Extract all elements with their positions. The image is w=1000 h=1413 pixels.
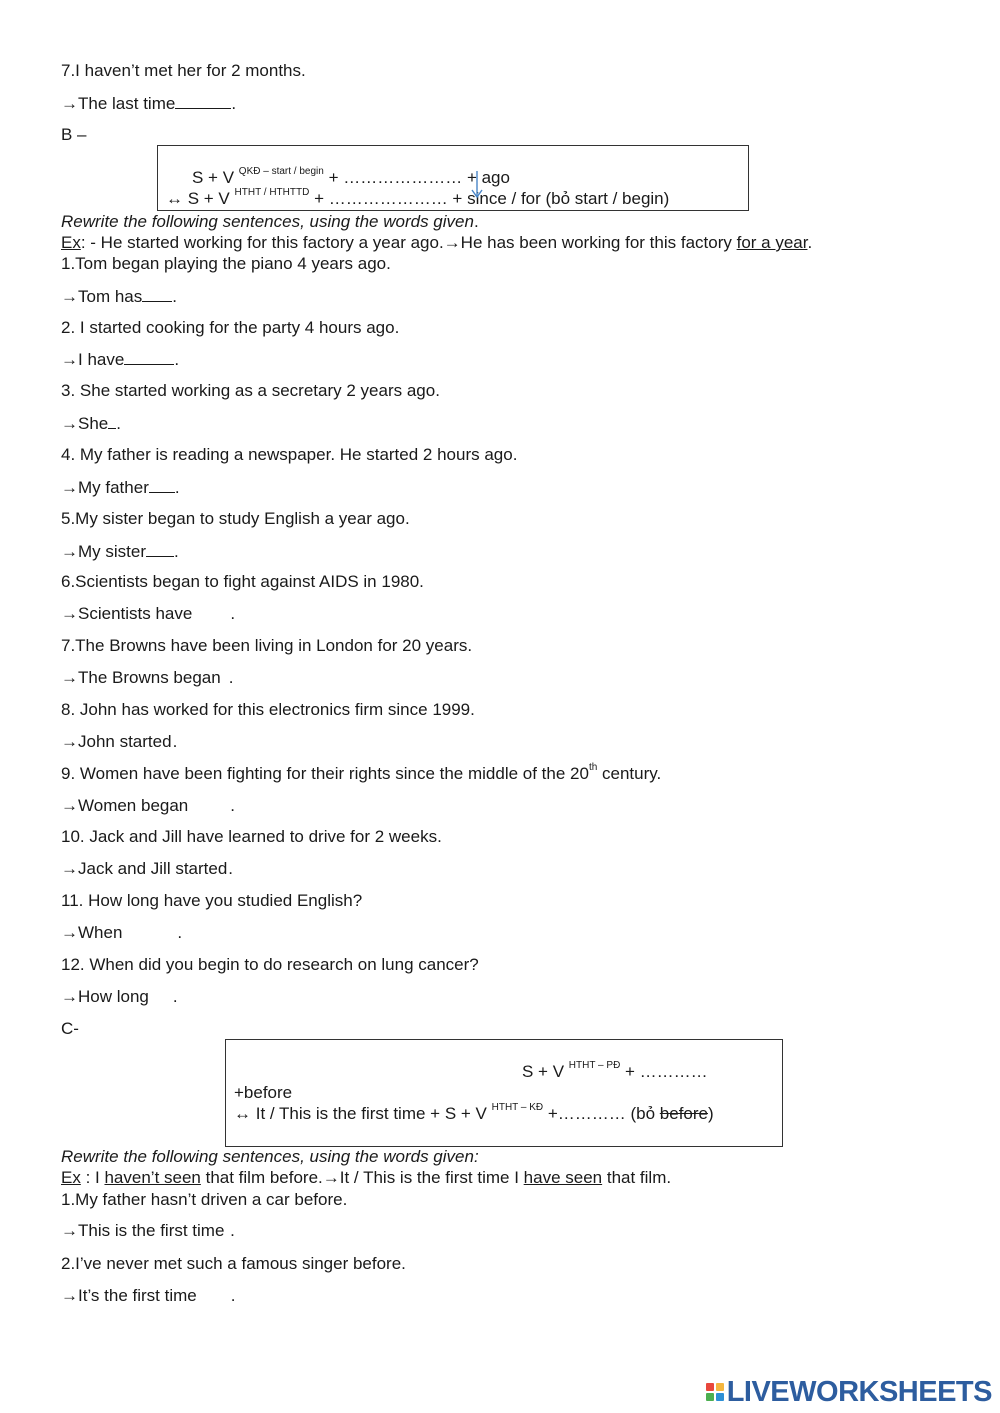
- down-arrow-icon: [471, 170, 483, 200]
- arrow-icon: →: [61, 414, 78, 433]
- section-b-formula-box: [157, 145, 749, 211]
- answer-b1: →Tom has .: [61, 287, 177, 306]
- question-a7: 7.I haven’t met her for 2 months.: [61, 61, 306, 80]
- formula-c-line3: ↔ It / This is the first time + S + V $^{HTHT - KĐ}$ +………… (bỏ before): [234, 1102, 714, 1123]
- answer-b8: →John started.: [61, 732, 178, 751]
- arrow-icon: →: [61, 604, 78, 623]
- arrow-icon: →: [61, 987, 78, 1006]
- section-b-example: Ex: - He started working for this factory a year ago.→He has been working for this factory for a year.: [61, 233, 813, 252]
- arrow-icon: →: [61, 923, 78, 942]
- section-b-label: B –: [61, 125, 87, 144]
- answer-c1: →This is the first time .: [61, 1221, 235, 1240]
- answer-b6: →Scientists have .: [61, 604, 236, 623]
- answer-b5-input[interactable]: [146, 541, 174, 557]
- arrow-icon: →: [61, 1221, 78, 1240]
- answer-b2-input[interactable]: [124, 349, 174, 365]
- answer-b3: →She .: [61, 414, 121, 433]
- question-b11: 11. How long have you studied English?: [61, 891, 363, 910]
- section-c-label: C-: [61, 1019, 79, 1038]
- question-b6: 6.Scientists began to fight against AIDS in 1980.: [61, 572, 424, 591]
- answer-b10: →Jack and Jill started.: [61, 859, 234, 878]
- question-b4: 4. My father is reading a newspaper. He started 2 hours ago.: [61, 445, 518, 464]
- answer-c2: →It’s the first time .: [61, 1286, 236, 1305]
- logo-mark-icon: [706, 1383, 724, 1401]
- question-b9: 9. Women have been fighting for their rights since the middle of the 20th century.: [61, 762, 662, 783]
- logo-text: LIVEWORKSHEETS: [726, 1375, 992, 1408]
- answer-b11: →When .: [61, 923, 183, 942]
- section-b-instruction: Rewrite the following sentences, using the words given.: [61, 212, 479, 231]
- logo-square-2: [716, 1383, 724, 1391]
- formula-c-line2: +before: [234, 1083, 293, 1102]
- section-c-formula-box: [225, 1039, 783, 1147]
- answer-b5: →My sister .: [61, 542, 179, 561]
- question-c2: 2.I’ve never met such a famous singer before.: [61, 1254, 406, 1273]
- question-c1: 1.My father hasn’t driven a car before.: [61, 1190, 348, 1209]
- question-b7: 7.The Browns have been living in London for 20 years.: [61, 636, 473, 655]
- arrow-icon: →: [61, 668, 78, 687]
- answer-b4: →My father .: [61, 478, 180, 497]
- arrow-icon: →: [61, 542, 78, 561]
- arrow-icon: →: [443, 233, 461, 252]
- question-b8: 8. John has worked for this electronics firm since 1999.: [61, 700, 475, 719]
- section-c-example: Ex : I haven’t seen that film before.→It / This is the first time I have seen that film.: [61, 1168, 672, 1187]
- answer-b4-input[interactable]: [149, 477, 175, 493]
- question-b10: 10. Jack and Jill have learned to drive for 2 weeks.: [61, 827, 442, 846]
- formula-c-line1: S + V $^{HTHT - PĐ}$ + …………: [522, 1060, 708, 1081]
- answer-a7: →The last time .: [61, 94, 237, 113]
- arrow-icon: →: [322, 1168, 340, 1187]
- arrow-icon: →: [61, 732, 78, 751]
- question-b3: 3. She started working as a secretary 2 years ago.: [61, 381, 440, 400]
- arrow-icon: →: [61, 796, 78, 815]
- arrow-icon: →: [61, 478, 78, 497]
- answer-b2: →I have .: [61, 350, 180, 369]
- arrow-icon: →: [61, 859, 78, 878]
- question-b5: 5.My sister began to study English a year ago.: [61, 509, 410, 528]
- arrow-icon: →: [61, 94, 78, 113]
- formula-b-line2: ↔ S + V $^{HTHT / HTHTTD}$ + ………………… + since / for (bỏ start / begin): [166, 187, 670, 208]
- arrow-icon: →: [61, 350, 78, 369]
- section-c-instruction: Rewrite the following sentences, using the words given:: [61, 1147, 479, 1166]
- question-b12: 12. When did you begin to do research on lung cancer?: [61, 955, 479, 974]
- logo-square-1: [706, 1383, 714, 1391]
- arrow-icon: →: [61, 1286, 78, 1305]
- logo-square-3: [706, 1393, 714, 1401]
- answer-b12: →How long .: [61, 987, 178, 1006]
- question-b2: 2. I started cooking for the party 4 hours ago.: [61, 318, 400, 337]
- answer-b7: →The Browns began .: [61, 668, 234, 687]
- answer-a7-input[interactable]: [175, 93, 231, 109]
- arrow-icon: →: [61, 287, 78, 306]
- answer-b1-input[interactable]: [142, 286, 172, 302]
- liveworksheets-logo: [706, 1375, 992, 1408]
- formula-b-line1: S + V $^{QKĐ - start / begin}$ + ………………… + ago: [192, 166, 510, 187]
- logo-square-4: [716, 1393, 724, 1401]
- question-b1: 1.Tom began playing the piano 4 years ago.: [61, 254, 391, 273]
- answer-b9: →Women began .: [61, 796, 235, 815]
